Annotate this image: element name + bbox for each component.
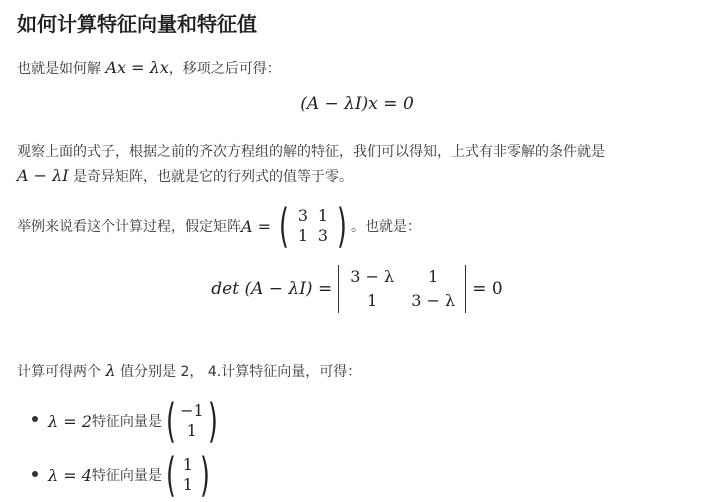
vector-cell: −1 <box>180 401 204 420</box>
paragraph-example <box>17 200 421 252</box>
eigenvector-label: 特征向量是 <box>91 414 162 430</box>
intro-text-pre: 也就是如何解 <box>17 61 106 77</box>
example-text-pre: 举例来说看这个计算过程，假定矩阵 <box>17 219 241 235</box>
paragraph-explanation-line1: 观察上面的式子，根据之前的齐次方程组的解的特征，我们可以得知，上式有非零解的条件就是 <box>17 144 605 160</box>
left-paren: ( <box>165 394 176 448</box>
left-paren: ( <box>165 448 176 502</box>
det-cell: 3 − λ <box>411 291 456 310</box>
matrix-a <box>293 206 333 246</box>
explanation-text: 是奇异矩阵，也就是它的行列式的值等于零。 <box>68 169 354 185</box>
matrix-cell: 1 <box>297 226 309 245</box>
example-text-post: 。也就是： <box>350 219 421 235</box>
intro-equation: Ax = λx <box>105 58 169 77</box>
det-rhs: = 0 <box>472 279 503 299</box>
matrix-lhs: A = <box>241 216 272 236</box>
right-paren: ) <box>337 199 347 253</box>
bullet-item-lambda-2 <box>48 396 222 446</box>
matrix-cell: 3 <box>317 226 329 245</box>
paragraph-explanation-line2 <box>17 166 353 186</box>
paragraph-intro <box>17 58 281 78</box>
vector-cell: 1 <box>186 421 197 440</box>
vector-cell: 1 <box>182 455 193 474</box>
bullet-item-lambda-4 <box>48 450 214 500</box>
section-heading: 如何计算特征向量和特征值 <box>17 12 257 36</box>
matrix-cell: 1 <box>317 206 329 225</box>
eigenvector-label: 特征向量是 <box>91 468 162 484</box>
det-cell: 1 <box>367 291 378 310</box>
equation-determinant <box>0 262 714 316</box>
eigenvector <box>180 401 204 441</box>
det-cell: 1 <box>428 267 439 286</box>
left-paren: ( <box>279 199 289 253</box>
intro-text-post: ，移项之后可得： <box>168 61 281 77</box>
vector-cell: 1 <box>182 475 193 494</box>
singular-matrix-math: A − λI <box>17 166 69 185</box>
bullet-dot <box>32 416 38 422</box>
result-text-post: 值分别是 2， 4.计算特征向量，可得： <box>115 364 362 380</box>
eigenvalue: λ = 4 <box>48 465 92 485</box>
det-lhs: det (A − λI) = <box>211 279 333 299</box>
right-paren: ) <box>207 394 218 448</box>
result-text-pre: 计算可得两个 <box>17 364 106 380</box>
determinant-matrix <box>338 265 466 313</box>
matrix-cell: 3 <box>297 206 309 225</box>
equation-characteristic: (A − λI)x = 0 <box>300 94 414 114</box>
paragraph-result <box>17 361 361 381</box>
eigenvalue: λ = 2 <box>48 411 92 431</box>
bullet-dot <box>32 471 38 477</box>
eigenvector <box>180 455 196 495</box>
right-paren: ) <box>199 448 210 502</box>
det-cell: 3 − λ <box>350 267 395 286</box>
lambda-symbol: λ <box>105 361 116 380</box>
